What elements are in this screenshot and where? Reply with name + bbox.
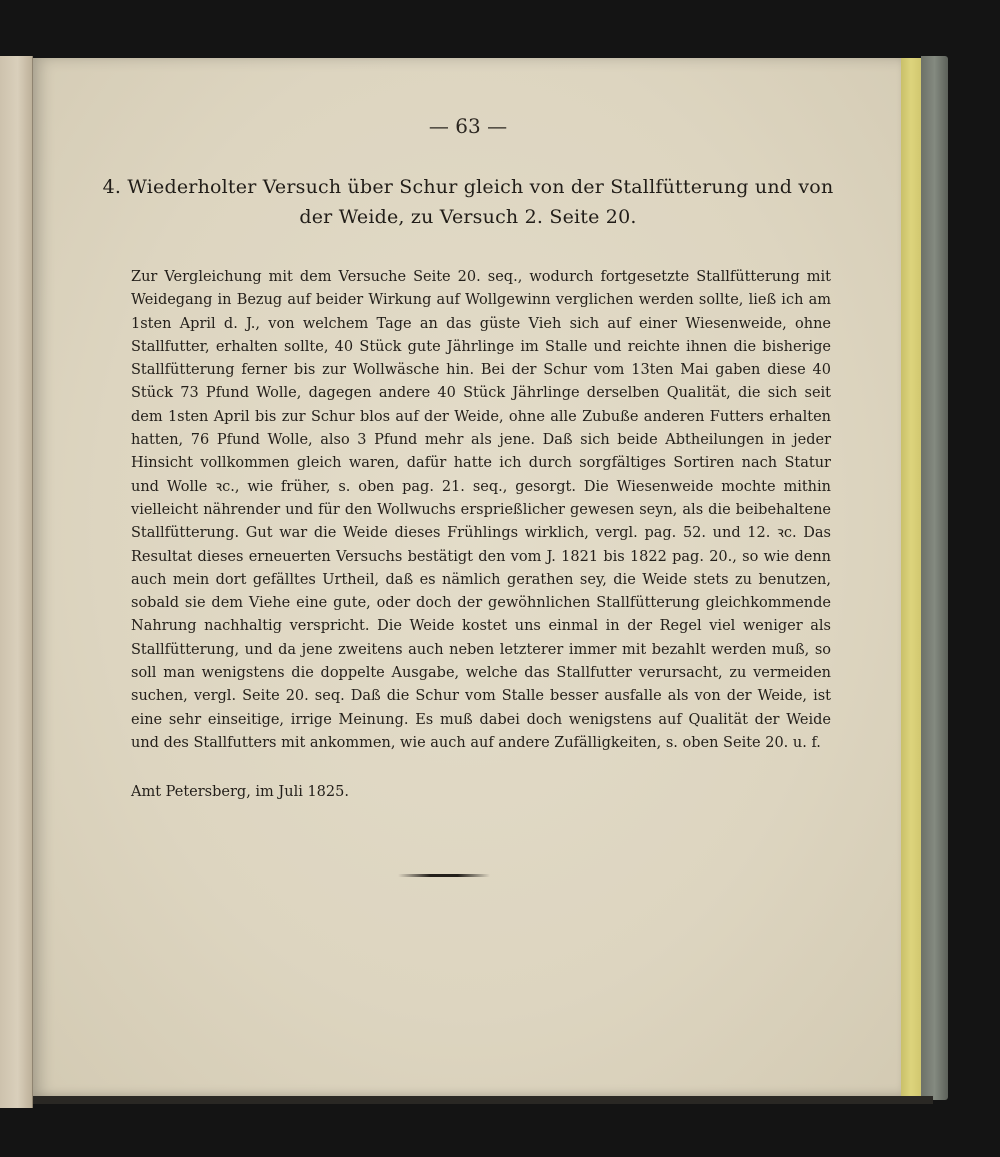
page-block-edge [901, 58, 923, 1096]
left-page-edge [0, 56, 33, 1108]
page-number: — 63 — [428, 114, 508, 138]
book-cover-edge [921, 56, 948, 1100]
page-bottom-shadow [33, 1096, 933, 1104]
signature-line: Amt Petersberg, im Juli 1825. [131, 784, 349, 800]
book-page [33, 58, 903, 1098]
section-heading: 4. Wiederholter Versuch über Schur gleich von der Stallfütterung und von der Weide, zu Versuch 2. Seite 20. [102, 176, 834, 228]
closing-rule [398, 874, 490, 877]
body-paragraph: Zur Vergleichung mit dem Versuche Seite 20. seq., wodurch fortgesetzte Stallfütterung mit Weidegang in Bezug auf beider Wirkung auf Wollgewinn verglichen werden sollte, ließ ich am 1sten April d. J., von welchem Tage an das güste Vieh sich auf einer Wiesenweide, ohne Stallfutter, erhalten sollte, 40 Stück gute Jährlinge im Stalle und reichte ihnen die bisherige Stallfütterung ferner bis zur Wollwäsche hin. Bei der Schur vom 13ten Mai gaben diese 40 Stück 73 Pfund Wolle, dagegen andere 40 Stück Jährlinge derselben Qualität, die sich seit dem 1sten April bis zur Schur blos auf der Weide, ohne alle Zubuße anderen Futters erhalten hatten, 76 Pfund Wolle, also 3 Pfund mehr als jene. Daß sich beide Abtheilungen in jeder Hinsicht vollkommen gleich waren, dafür hatte ich durch sorgfältiges Sortiren nach Statur und Wolle ꝛc., wie früher, s. oben pag. 21. seq., gesorgt. Die Wiesenweide mochte mithin vielleicht nährender und für den Wollwuchs ersprießlicher gewesen seyn, als die beibehaltene Stallfütterung. Gut war die Weide dieses Frühlings wirklich, vergl. pag. 52. und 12. ꝛc. Das Resultat dieses erneuerten Versuchs bestätigt den vom J. 1821 bis 1822 pag. 20., so wie denn auch mein dort gefälltes Urtheil, daß es nämlich gerathen sey, die Weide stets zu benutzen, sobald sie dem Viehe eine gute, oder doch der gewöhnlichen Stallfütterung gleichkommende Nahrung nachhaltig verspricht. Die Weide kostet uns einmal in der Regel viel weniger als Stallfütterung, und da jene zweitens auch neben letzterer immer mit bezahlt werden muß, so soll man wenigstens die doppelte Ausgabe, welche das Stallfutter verursacht, zu vermeiden suchen, vergl. Seite 20. seq. Daß die Schur vom Stalle besser ausfalle als von der Weide, ist eine sehr einseitige, irrige Meinung. Es muß dabei doch wenigstens auf Qualität der Weide und des Stallfutters mit ankommen, wie auch auf andere Zufälligkeiten, s. oben Seite 20. u. f. [131, 269, 831, 751]
